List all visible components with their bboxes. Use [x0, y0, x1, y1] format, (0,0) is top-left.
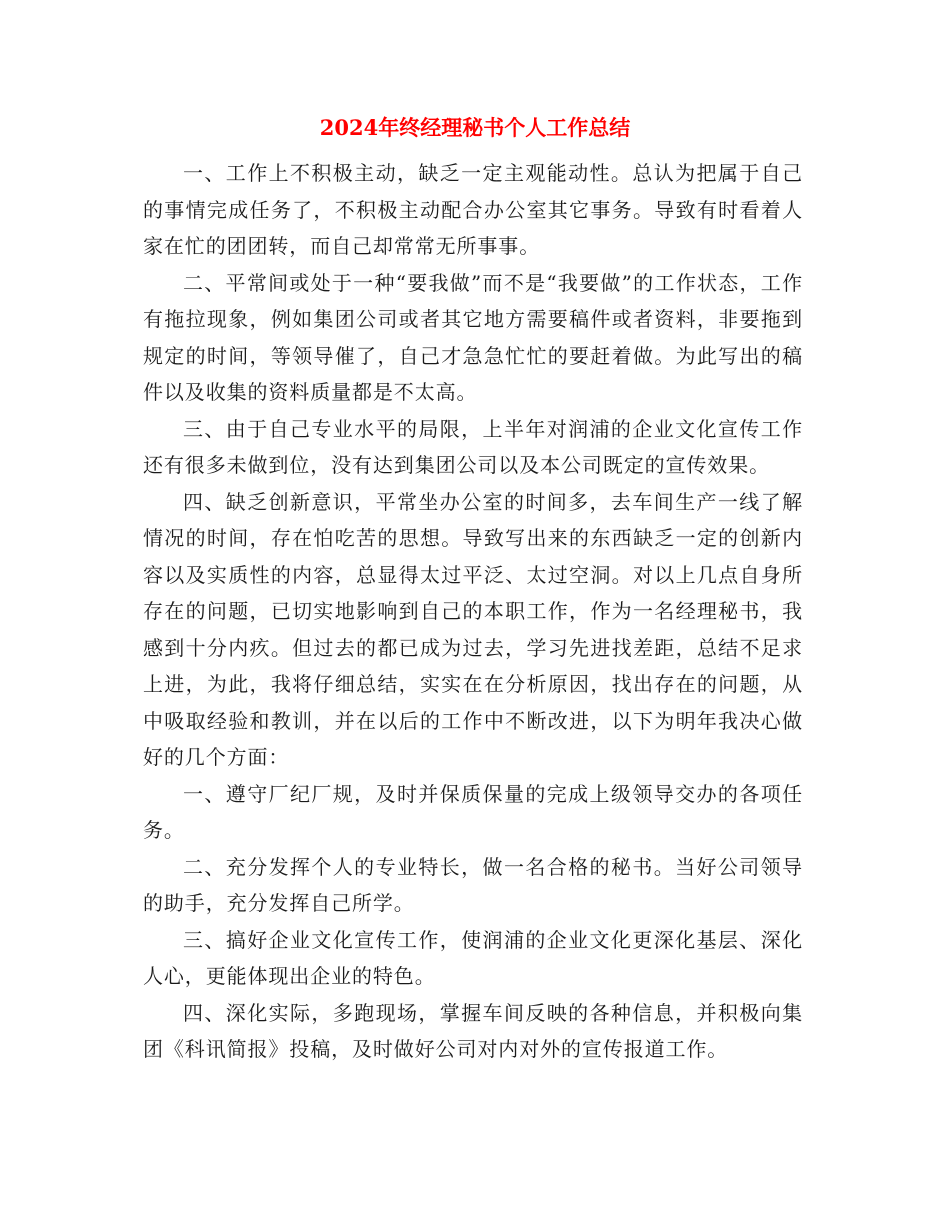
paragraph-plan-4: 四、深化实际，多跑现场，掌握车间反映的各种信息，并积极向集团《科讯简报》投稿，及时做好公司对内对外的宣传报道工作。 [143, 1000, 803, 1061]
document-body [143, 155, 803, 1068]
paragraph-plan-2: 二、充分发挥个人的专业特长，做一名合格的秘书。当好公司领导的助手，充分发挥自己所学。 [143, 854, 803, 915]
paragraph-plan-1: 一、遵守厂纪厂规，及时并保质保量的完成上级领导交办的各项任务。 [143, 781, 803, 842]
paragraph-problem-1: 一、工作上不积极主动，缺乏一定主观能动性。总认为把属于自己的事情完成任务了，不积极主动配合办公室其它事务。导致有时看着人家在忙的团团转，而自己却常常无所事事。 [143, 161, 803, 258]
paragraph-problem-3: 三、由于自己专业水平的局限，上半年对润浦的企业文化宣传工作还有很多未做到位，没有达到集团公司以及本公司既定的宣传效果。 [143, 416, 803, 477]
paragraph-plan-3: 三、搞好企业文化宣传工作，使润浦的企业文化更深化基层、深化人心，更能体现出企业的特色。 [143, 927, 803, 988]
paragraph-problem-4: 四、缺乏创新意识，平常坐办公室的时间多，去车间生产一线了解情况的时间，存在怕吃苦的思想。导致写出来的东西缺乏一定的创新内容以及实质性的内容，总显得太过平泛、太过空洞。对以上几点自身所存在的问题，已切实地影响到自己的本职工作，作为一名经理秘书，我感到十分内疚。但过去的都已成为过去，学习先进找差距，总结不足求上进，为此，我将仔细总结，实实在在分析原因，找出存在的问题，从中吸取经验和教训，并在以后的工作中不断改进，以下为明年我决心做好的几个方面： [143, 489, 803, 769]
paragraph-problem-2: 二、平常间或处于一种“要我做”而不是“我要做”的工作状态，工作有拖拉现象，例如集团公司或者其它地方需要稿件或者资料，非要拖到规定的时间，等领导催了，自己才急急忙忙的要赶着做。为此写出的稿件以及收集的资料质量都是不太高。 [143, 270, 803, 404]
document-title: 2024年终经理秘书个人工作总结 [319, 115, 631, 140]
